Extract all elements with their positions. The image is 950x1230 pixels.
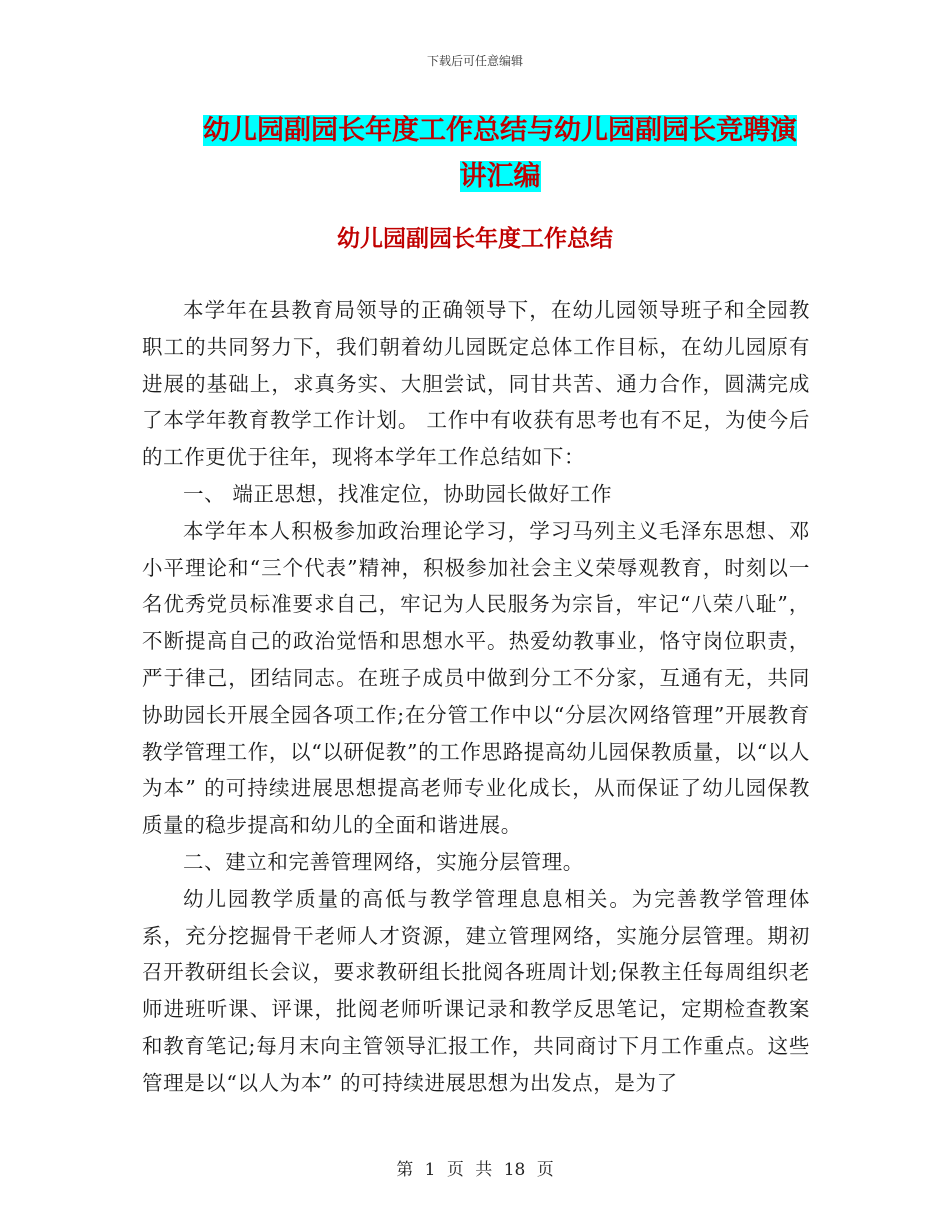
- paragraph-section-2: 幼儿园教学质量的高低与教学管理息息相关。为完善教学管理体系，充分挖掘骨干老师人才资源，建立管理网络，实施分层管理。期初召开教研组长会议，要求教研组长批阅各班周计划;保教主任每周组织老师进班听课、评课，批阅老师听课记录和教学反思笔记，定期检查教案和教育笔记;每月末向主管领导汇报工作，共同商讨下月工作重点。这些管理是以“以人为本” 的可持续进展思想为出发点，是为了: [142, 886, 810, 1095]
- document-title-text: 幼儿园副园长年度工作总结与幼儿园副园长竞聘演讲汇编: [203, 115, 797, 192]
- document-title: [190, 108, 810, 200]
- heading-section-1: 一、 端正思想，找准定位，协助园长做好工作: [183, 481, 613, 506]
- page-header-note: 下载后可任意编辑: [426, 54, 523, 68]
- document-body: [142, 292, 810, 1102]
- heading-section-2: 二、建立和完善管理网络，实施分层管理。: [183, 849, 584, 874]
- page-footer: 第 1 页 共 18 页: [396, 1160, 554, 1180]
- section-title: 幼儿园副园长年度工作总结: [337, 226, 613, 252]
- paragraph-intro: 本学年在县教育局领导的正确领导下，在幼儿园领导班子和全园教职工的共同努力下，我们朝着幼儿园既定总体工作目标，在幼儿园原有进展的基础上，求真务实、大胆尝试，同甘共苦、通力合作，圆满完成了本学年教育教学工作计划。 工作中有收获有思考也有不足，为使今后的工作更优于往年，现将本学年工作总结如下：: [142, 298, 810, 470]
- paragraph-section-1: 本学年本人积极参加政治理论学习，学习马列主义毛泽东思想、邓小平理论和“三个代表”精神，积极参加社会主义荣辱观教育，时刻以一名优秀党员标准要求自己，牢记为人民服务为宗旨，牢记“八荣八耻”，不断提高自己的政治觉悟和思想水平。热爱幼教事业，恪守岗位职责，严于律己，团结同志。在班子成员中做到分工不分家，互通有无，共同协助园长开展全园各项工作;在分管工作中以“分层次网络管理”开展教育教学管理工作，以“以研促教”的工作思路提高幼儿园保教质量，以“以人为本” 的可持续进展思想提高老师专业化成长，从而保证了幼儿园保教质量的稳步提高和幼儿的全面和谐进展。: [142, 518, 810, 838]
